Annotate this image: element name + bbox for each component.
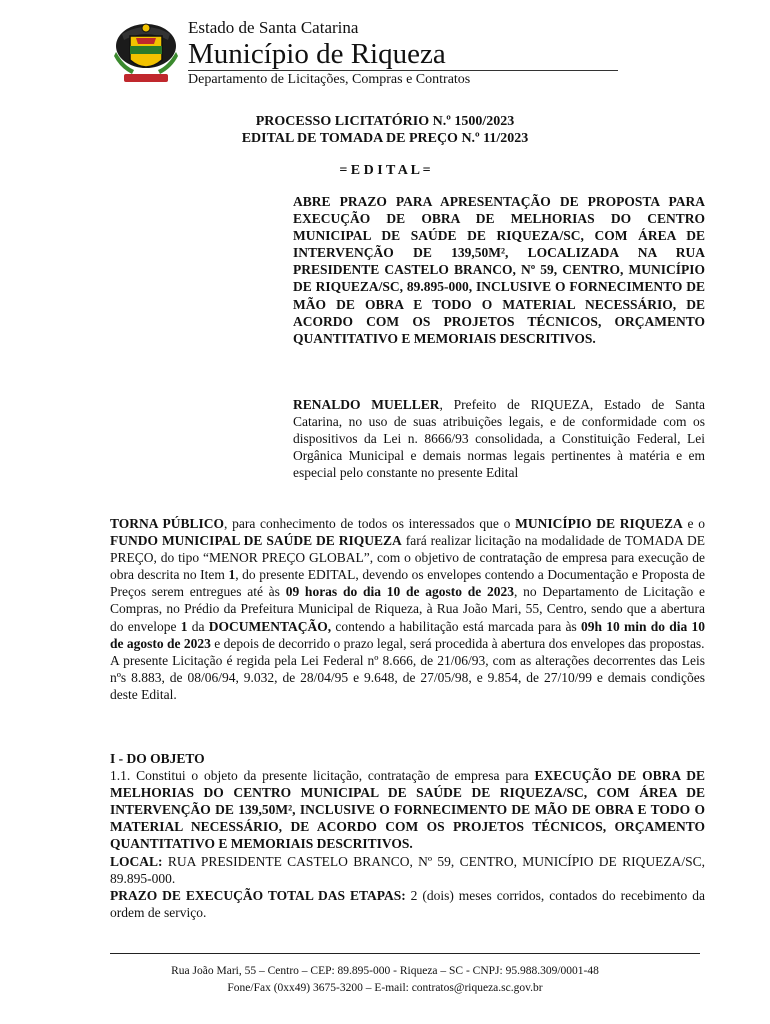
edital-heading: = E D I T A L = <box>339 163 431 178</box>
footer-contact: Fone/Fax (0xx49) 3675-3200 – E-mail: contratos@riqueza.sc.gov.br <box>227 982 543 994</box>
process-number: PROCESSO LICITATÓRIO N.º 1500/2023 <box>255 114 515 129</box>
state-name: Estado de Santa Catarina <box>188 18 359 37</box>
location-label: LOCAL: <box>110 853 163 869</box>
municipal-coat-of-arms-icon <box>110 16 182 88</box>
department-name: Departamento de Licitações, Compras e Contratos <box>188 72 471 87</box>
announcement-text: e depois de decorrido o prazo legal, será procedida à abertura dos envelopes das propostas. <box>210 635 705 651</box>
municipality-name: Município de Riqueza <box>188 38 446 70</box>
announcement-text: , para conhecimento de todos os interessados que o <box>224 516 516 531</box>
announcement-paragraph <box>110 515 705 652</box>
location-text: RUA PRESIDENTE CASTELO BRANCO, Nº 59, CENTRO, MUNICÍPIO DE RIQUEZA/SC, 89.895-000. <box>110 853 705 886</box>
announcement-bold: 1 <box>228 567 236 583</box>
announcement-text: , no Departamento de Licitação e Compras, no Prédio da Prefeitura Municipal de Riqueza, à Rua João Mari, 55, Centro, sendo que a abertura do envelope <box>110 584 705 634</box>
term-label: PRAZO DE EXECUÇÃO TOTAL DAS ETAPAS: <box>110 887 406 903</box>
execution-term <box>110 887 705 921</box>
object-location <box>110 853 705 887</box>
announcement-text: fará realizar licitação na modalidade de TOMADA DE PREÇO, do tipo “MENOR PREÇO GLOBAL”, com o objetivo de contratação de empresa para execução de obra descrita no Item <box>110 533 705 583</box>
mayor-name: RENALDO MUELLER <box>293 397 440 412</box>
announcement-bold: 09h 10 min do dia 10 de agosto de 2023 <box>110 618 706 651</box>
term-text: 2 (dois) meses corridos, contados do recebimento da ordem de serviço. <box>110 887 705 920</box>
announcement-text: , do presente EDITAL, devendo os envelopes contendo a Documentação e Proposta de Preços serem entregues até às <box>110 567 705 600</box>
object-description: EXECUÇÃO DE OBRA DE MELHORIAS DO CENTRO MUNICIPAL DE SAÚDE DE RIQUEZA/SC, COM ÁREA DE INTERVENÇÃO DE 139,50M², INCLUSIVE O FORNECIMENTO DE MÃO DE OBRA E TODO O MATERIAL NECESSÁRIO, DE ACORDO COM OS PROJETOS TÉCNICOS, ORÇAMENTO QUANTITATIVO E MEMORIAIS DESCRITIVOS. <box>110 768 705 852</box>
header-divider <box>188 70 618 71</box>
announcement-bold: 1 <box>180 618 188 634</box>
footer-divider <box>110 953 700 954</box>
legal-basis-paragraph: A presente Licitação é regida pela Lei Federal nº 8.666, de 21/06/93, com as alterações decorrentes das Leis nºs 8.883, de 08/06/94, 9.032, de 28/04/95 e 9.648, de 27/05/98, e 9.854, de 27/10/99 e demais condições deste Edital. <box>110 652 705 702</box>
announcement-text: e o <box>682 516 705 531</box>
section-heading: I - DO OBJETO <box>110 751 205 766</box>
announcement <box>110 515 705 703</box>
announcement-bold: MUNICÍPIO DE RIQUEZA <box>515 516 683 531</box>
mayor-introduction <box>293 396 705 481</box>
announcement-text: contendo a habilitação está marcada para às <box>331 618 581 634</box>
announcement-text: da <box>187 618 209 634</box>
object-item <box>110 767 705 852</box>
edital-number: EDITAL DE TOMADA DE PREÇO N.º 11/2023 <box>241 131 529 146</box>
announcement-bold: TORNA PÚBLICO <box>110 516 224 531</box>
announcement-bold: 09 horas do dia 10 de agosto de 2023 <box>285 584 514 600</box>
object-text: 1.1. Constitui o objeto da presente licitação, contratação de empresa para <box>110 768 535 784</box>
intro-text: , Prefeito de RIQUEZA, Estado de Santa Catarina, no uso de suas atribuições legais, e de conformidade com os dispositivos da Lei n. 8666/93 consolidada, a Constituição Federal, Lei Orgânica Municipal e demais normas legais pertinentes à matéria e em especial pelo constante no presente Edital <box>293 397 706 481</box>
edital-abstract: ABRE PRAZO PARA APRESENTAÇÃO DE PROPOSTA PARA EXECUÇÃO DE OBRA DE MELHORIAS DO CENTRO MUNICIPAL DE SAÚDE DE RIQUEZA/SC, COM ÁREA DE INTERVENÇÃO DE 139,50M², LOCALIZADA NA RUA PRESIDENTE CASTELO BRANCO, Nº 59, CENTRO, MUNICÍPIO DE RIQUEZA/SC, 89.895-000, INCLUSIVE O FORNECIMENTO DE MÃO DE OBRA E TODO O MATERIAL NECESSÁRIO, DE ACORDO COM OS PROJETOS TÉCNICOS, ORÇAMENTO QUANTITATIVO E MEMORIAIS DESCRITIVOS. <box>293 194 705 346</box>
letterhead <box>110 12 710 88</box>
announcement-bold: DOCUMENTAÇÃO, <box>208 618 332 634</box>
announcement-bold: FUNDO MUNICIPAL DE SAÚDE DE RIQUEZA <box>110 533 402 549</box>
section-object <box>110 750 705 921</box>
footer-address: Rua João Mari, 55 – Centro – CEP: 89.895-000 - Riqueza – SC - CNPJ: 95.988.309/0001-48 <box>171 965 599 977</box>
